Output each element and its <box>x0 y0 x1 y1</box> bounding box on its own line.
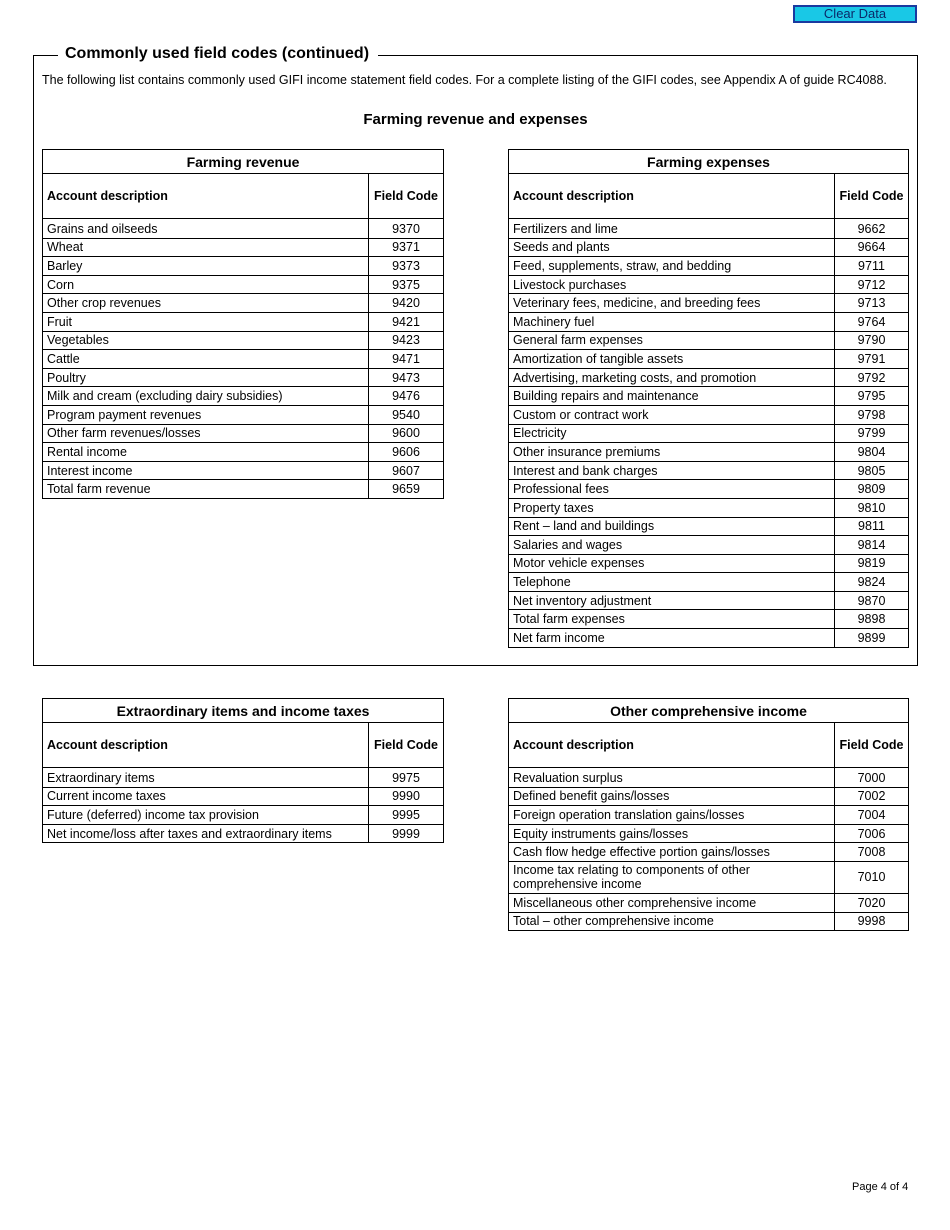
field-code: 9764 <box>835 312 909 331</box>
account-description: Barley <box>43 257 369 276</box>
field-code: 9420 <box>369 294 444 313</box>
table-row <box>43 387 444 406</box>
account-description: Net income/loss after taxes and extraordinary items <box>43 824 369 843</box>
table-row <box>43 480 444 499</box>
account-description: Net farm income <box>509 629 835 648</box>
table-row <box>509 787 909 806</box>
account-description: Poultry <box>43 368 369 387</box>
table-row <box>43 312 444 331</box>
field-code: 9811 <box>835 517 909 536</box>
account-description: Other farm revenues/losses <box>43 424 369 443</box>
account-description: Net inventory adjustment <box>509 591 835 610</box>
field-code: 9375 <box>369 275 444 294</box>
clear-data-button[interactable]: Clear Data <box>793 5 917 23</box>
field-code: 9810 <box>835 498 909 517</box>
table-row <box>509 893 909 912</box>
account-description: Wheat <box>43 238 369 257</box>
field-code: 9799 <box>835 424 909 443</box>
table-title: Extraordinary items and income taxes <box>43 699 444 723</box>
table-row <box>509 331 909 350</box>
table-row <box>509 238 909 257</box>
field-code: 9606 <box>369 443 444 462</box>
field-code: 7006 <box>835 824 909 843</box>
field-code: 9898 <box>835 610 909 629</box>
section-title: Commonly used field codes (continued) <box>58 45 378 63</box>
field-code: 7020 <box>835 893 909 912</box>
table-row <box>509 861 909 893</box>
field-code: 9423 <box>369 331 444 350</box>
account-description: Extraordinary items <box>43 768 369 788</box>
account-description: Current income taxes <box>43 787 369 806</box>
field-code: 9662 <box>835 219 909 239</box>
field-code: 9473 <box>369 368 444 387</box>
field-code: 9870 <box>835 591 909 610</box>
account-description: Corn <box>43 275 369 294</box>
table-row <box>509 219 909 239</box>
account-description: Income tax relating to components of other comprehensive income <box>509 861 835 893</box>
table-row <box>509 405 909 424</box>
table-row <box>509 554 909 573</box>
table-row <box>509 517 909 536</box>
account-description: Grains and oilseeds <box>43 219 369 239</box>
account-description: Livestock purchases <box>509 275 835 294</box>
account-description: Seeds and plants <box>509 238 835 257</box>
field-code: 9814 <box>835 536 909 555</box>
field-code: 7008 <box>835 843 909 862</box>
field-code: 7010 <box>835 861 909 893</box>
table-row <box>509 824 909 843</box>
table-row <box>509 573 909 592</box>
table-row <box>43 824 444 843</box>
table-row <box>43 424 444 443</box>
account-description: Vegetables <box>43 331 369 350</box>
table-row <box>43 219 444 239</box>
table-row <box>43 257 444 276</box>
account-description: Fertilizers and lime <box>509 219 835 239</box>
table-row <box>509 368 909 387</box>
table-row <box>509 806 909 825</box>
table-row <box>509 387 909 406</box>
field-code: 9792 <box>835 368 909 387</box>
field-code: 9712 <box>835 275 909 294</box>
field-code: 9804 <box>835 443 909 462</box>
field-code: 9371 <box>369 238 444 257</box>
other-comprehensive-income-table <box>508 698 909 931</box>
table-title: Farming expenses <box>509 150 909 174</box>
table-row <box>43 238 444 257</box>
account-description: Advertising, marketing costs, and promotion <box>509 368 835 387</box>
table-row <box>509 610 909 629</box>
column-header-field-code: Field Code <box>369 174 444 219</box>
column-header-field-code: Field Code <box>835 174 909 219</box>
account-description: Fruit <box>43 312 369 331</box>
column-header-description: Account description <box>509 723 835 768</box>
table-title: Farming revenue <box>43 150 444 174</box>
field-code: 9540 <box>369 405 444 424</box>
table-row <box>43 405 444 424</box>
account-description: Milk and cream (excluding dairy subsidies) <box>43 387 369 406</box>
table-row <box>43 368 444 387</box>
account-description: Property taxes <box>509 498 835 517</box>
column-header-description: Account description <box>43 723 369 768</box>
account-description: Cash flow hedge effective portion gains/losses <box>509 843 835 862</box>
field-code: 9373 <box>369 257 444 276</box>
field-code: 9713 <box>835 294 909 313</box>
farming-subheading: Farming revenue and expenses <box>363 111 588 128</box>
account-description: Custom or contract work <box>509 405 835 424</box>
field-code: 9600 <box>369 424 444 443</box>
table-row <box>43 331 444 350</box>
account-description: Defined benefit gains/losses <box>509 787 835 806</box>
table-row <box>509 257 909 276</box>
field-code: 9370 <box>369 219 444 239</box>
field-code: 7002 <box>835 787 909 806</box>
account-description: Motor vehicle expenses <box>509 554 835 573</box>
table-row <box>509 350 909 369</box>
table-row <box>43 350 444 369</box>
account-description: Interest income <box>43 461 369 480</box>
field-code: 9795 <box>835 387 909 406</box>
field-code: 9421 <box>369 312 444 331</box>
account-description: Professional fees <box>509 480 835 499</box>
field-code: 9999 <box>369 824 444 843</box>
account-description: Cattle <box>43 350 369 369</box>
table-row <box>509 768 909 788</box>
account-description: Veterinary fees, medicine, and breeding fees <box>509 294 835 313</box>
table-row <box>509 461 909 480</box>
account-description: Other insurance premiums <box>509 443 835 462</box>
intro-text: The following list contains commonly used GIFI income statement field codes. For a complete listing of the GIFI codes, see Appendix A of guide RC4088. <box>42 73 887 87</box>
field-code: 9824 <box>835 573 909 592</box>
column-header-description: Account description <box>509 174 835 219</box>
account-description: Electricity <box>509 424 835 443</box>
field-code: 9809 <box>835 480 909 499</box>
field-code: 9471 <box>369 350 444 369</box>
table-row <box>509 275 909 294</box>
field-code: 9995 <box>369 806 444 825</box>
account-description: Salaries and wages <box>509 536 835 555</box>
account-description: Amortization of tangible assets <box>509 350 835 369</box>
account-description: Total farm expenses <box>509 610 835 629</box>
account-description: Total farm revenue <box>43 480 369 499</box>
table-row <box>509 424 909 443</box>
table-row <box>509 294 909 313</box>
account-description: Foreign operation translation gains/losses <box>509 806 835 825</box>
table-row <box>509 443 909 462</box>
account-description: Rent – land and buildings <box>509 517 835 536</box>
account-description: Miscellaneous other comprehensive income <box>509 893 835 912</box>
field-code: 9899 <box>835 629 909 648</box>
account-description: General farm expenses <box>509 331 835 350</box>
extraordinary-items-table <box>42 698 444 843</box>
account-description: Rental income <box>43 443 369 462</box>
account-description: Total – other comprehensive income <box>509 912 835 931</box>
account-description: Future (deferred) income tax provision <box>43 806 369 825</box>
table-row <box>43 461 444 480</box>
table-row <box>509 843 909 862</box>
field-code: 9998 <box>835 912 909 931</box>
account-description: Feed, supplements, straw, and bedding <box>509 257 835 276</box>
table-row <box>43 806 444 825</box>
account-description: Machinery fuel <box>509 312 835 331</box>
field-code: 9798 <box>835 405 909 424</box>
table-row <box>43 443 444 462</box>
page-number: Page 4 of 4 <box>852 1181 909 1193</box>
table-row <box>43 275 444 294</box>
field-code: 9790 <box>835 331 909 350</box>
field-code: 9711 <box>835 257 909 276</box>
field-code: 7004 <box>835 806 909 825</box>
table-row <box>509 591 909 610</box>
account-description: Interest and bank charges <box>509 461 835 480</box>
column-header-field-code: Field Code <box>835 723 909 768</box>
field-code: 9990 <box>369 787 444 806</box>
field-code: 9791 <box>835 350 909 369</box>
column-header-field-code: Field Code <box>369 723 444 768</box>
field-code: 9819 <box>835 554 909 573</box>
account-description: Other crop revenues <box>43 294 369 313</box>
table-row <box>509 480 909 499</box>
table-row <box>509 536 909 555</box>
table-row <box>509 912 909 931</box>
account-description: Building repairs and maintenance <box>509 387 835 406</box>
table-row <box>43 787 444 806</box>
table-row <box>509 498 909 517</box>
field-code: 9664 <box>835 238 909 257</box>
column-header-description: Account description <box>43 174 369 219</box>
field-code: 9476 <box>369 387 444 406</box>
account-description: Telephone <box>509 573 835 592</box>
table-row <box>43 294 444 313</box>
farming-expenses-table <box>508 149 909 648</box>
field-code: 9805 <box>835 461 909 480</box>
account-description: Equity instruments gains/losses <box>509 824 835 843</box>
field-code: 7000 <box>835 768 909 788</box>
field-code: 9659 <box>369 480 444 499</box>
field-code: 9975 <box>369 768 444 788</box>
table-row <box>43 768 444 788</box>
table-row <box>509 312 909 331</box>
table-row <box>509 629 909 648</box>
account-description: Program payment revenues <box>43 405 369 424</box>
account-description: Revaluation surplus <box>509 768 835 788</box>
field-code: 9607 <box>369 461 444 480</box>
table-title: Other comprehensive income <box>509 699 909 723</box>
farming-revenue-table <box>42 149 444 499</box>
